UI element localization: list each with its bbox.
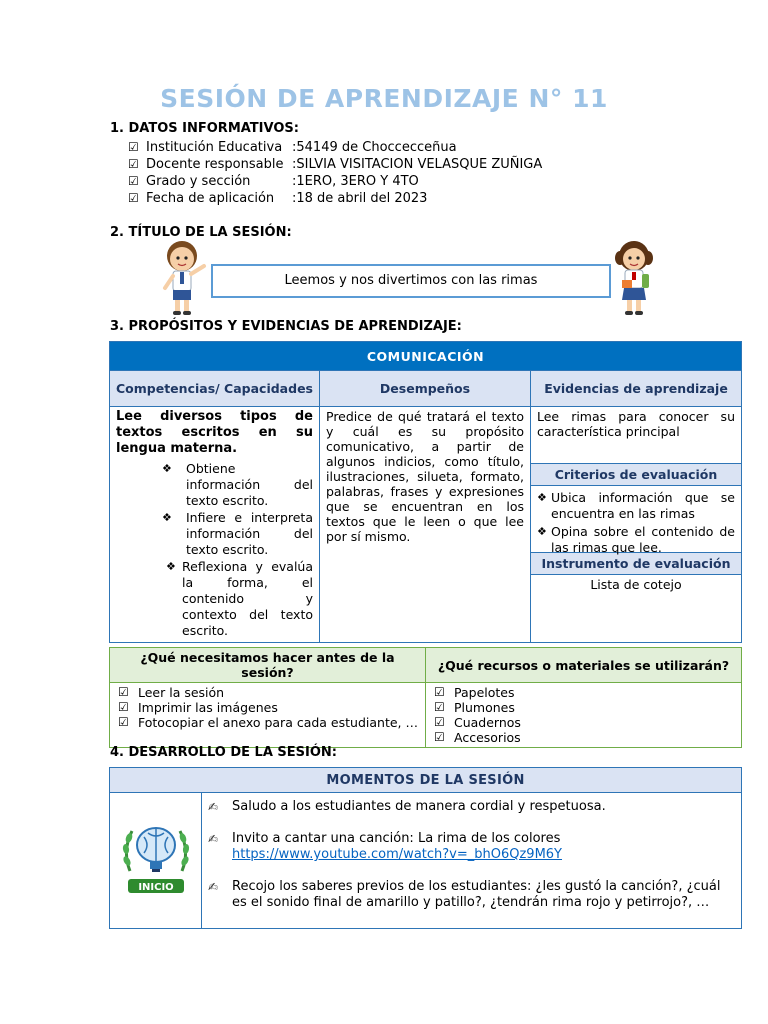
section-propositos-heading: 3. PROPÓSITOS Y EVIDENCIAS DE APRENDIZAJE: — [110, 319, 462, 334]
checkbox-icon: ☑ — [118, 685, 129, 699]
competencias-cell — [110, 407, 320, 643]
col-evidencias: Evidencias de aprendizaje — [531, 371, 742, 407]
girl-illustration — [612, 236, 656, 320]
song-link[interactable]: https://www.youtube.com/watch?v=_bhO6Qz9M6Y — [232, 847, 563, 862]
info-label: Grado y sección — [146, 174, 251, 189]
checkbox-icon: ☑ — [434, 685, 445, 699]
competencia-text: Lee diversos tipos de textos escritos en su lengua materna. — [116, 409, 313, 456]
recurso-item: ☑ Cuadernos — [434, 715, 521, 730]
checkbox-icon: ☑ — [128, 157, 139, 171]
propositos-table — [109, 341, 742, 643]
info-value: :54149 de Choccecceñua — [292, 140, 457, 155]
criterio-item: ❖ Opina sobre el contenido de las rimas que lee. — [537, 524, 735, 555]
momentos-header: MOMENTOS DE LA SESIÓN — [110, 768, 742, 793]
checkbox-icon: ☑ — [434, 700, 445, 714]
area-header: COMUNICACIÓN — [110, 342, 742, 371]
momentos-content — [202, 793, 742, 929]
section-titulo-heading: 2. TÍTULO DE LA SESIÓN: — [110, 225, 292, 240]
antes-item: ☑ Leer la sesión — [118, 685, 225, 700]
checkbox-icon: ☑ — [128, 140, 139, 154]
info-value: :SILVIA VISITACION VELASQUE ZUÑIGA — [292, 157, 543, 172]
capacidad-item: ❖ Infiere e interpreta información del texto escrito. — [162, 510, 313, 557]
checkbox-icon: ☑ — [128, 191, 139, 205]
recurso-item: ☑ Accesorios — [434, 730, 521, 745]
info-label: Docente responsable — [146, 157, 284, 172]
instrumento-header: Instrumento de evaluación — [531, 552, 741, 575]
checkbox-icon: ☑ — [118, 700, 129, 714]
momento-cancion: ✍ Invito a cantar una canción: La rima de los colores https://www.youtube.com/watch?v=_bhO6Qz9M6Y — [208, 831, 563, 862]
writing-hand-icon: ✍ — [208, 880, 219, 894]
capacidad-item: ❖ Obtiene información del texto escrito. — [162, 461, 313, 508]
antes-header: ¿Qué necesitamos hacer antes de la sesión? — [110, 648, 426, 683]
info-label: Institución Educativa — [146, 140, 283, 155]
col-competencias: Competencias/ Capacidades — [110, 371, 320, 407]
capacidad-item: ❖ Reflexiona y evalúa la forma, el contenido y contexto del texto escrito. — [166, 559, 313, 638]
diamond-bullet-icon: ❖ — [166, 560, 176, 573]
col-desempenos: Desempeños — [320, 371, 531, 407]
info-value: :1ERO, 3ERO Y 4TO — [292, 174, 419, 189]
inicio-brain-logo — [120, 817, 192, 899]
checkbox-icon: ☑ — [128, 174, 139, 188]
criterios-list — [531, 486, 741, 555]
diamond-bullet-icon: ❖ — [537, 491, 547, 504]
recursos-header: ¿Qué recursos o materiales se utilizarán? — [426, 648, 742, 683]
recurso-item: ☑ Plumones — [434, 700, 515, 715]
diamond-bullet-icon: ❖ — [162, 462, 172, 475]
diamond-bullet-icon: ❖ — [162, 511, 172, 524]
antes-item: ☑ Fotocopiar el anexo para cada estudiante, … — [118, 715, 418, 730]
recurso-item: ☑ Papelotes — [434, 685, 515, 700]
momento-saludo: ✍ Saludo a los estudiantes de manera cordial y respetuosa. — [208, 799, 606, 814]
section-desarrollo-heading: 4. DESARROLLO DE LA SESIÓN: — [110, 745, 337, 760]
evidencias-cell — [531, 407, 742, 643]
antes-item: ☑ Imprimir las imágenes — [118, 700, 278, 715]
section-datos-heading: 1. DATOS INFORMATIVOS: — [110, 121, 299, 136]
info-label: Fecha de aplicación — [146, 191, 275, 206]
inicio-cell — [110, 793, 202, 929]
criterios-header: Criterios de evaluación — [531, 463, 741, 486]
criterio-item: ❖ Ubica información que se encuentra en las rimas — [537, 490, 735, 521]
boy-illustration — [160, 236, 210, 320]
momento-saberes: ✍ Recojo los saberes previos de los estudiantes: ¿les gustó la canción?, ¿cuál es el sonido final de amarillo y patillo?, ¿tendrán rima rojo y petirrojo?, … — [208, 879, 721, 910]
desarrollo-table — [109, 767, 742, 929]
desempeno-cell: Predice de qué tratará el texto y cuál es su propósito comunicativo, a partir de algunos indicios, como título, ilustraciones, silueta, formato, palabras, frases y expresiones que se encuentran en los textos que le leen o que lee por sí mismo. — [320, 407, 531, 643]
antes-list — [110, 683, 426, 748]
session-title-box: Leemos y nos divertimos con las rimas — [211, 264, 611, 298]
diamond-bullet-icon: ❖ — [537, 525, 547, 538]
evidencia-text: Lee rimas para conocer su característica principal — [537, 409, 735, 439]
checkbox-icon: ☑ — [118, 715, 129, 729]
info-value: :18 de abril del 2023 — [292, 191, 428, 206]
preparacion-table — [109, 647, 742, 748]
inicio-label: INICIO — [137, 882, 174, 893]
recursos-list — [426, 683, 742, 748]
writing-hand-icon: ✍ — [208, 832, 219, 846]
checkbox-icon: ☑ — [434, 715, 445, 729]
instrumento-value: Lista de cotejo — [590, 577, 682, 592]
checkbox-icon: ☑ — [434, 730, 445, 744]
page-title: SESIÓN DE APRENDIZAJE N° 11 — [160, 84, 608, 113]
writing-hand-icon: ✍ — [208, 800, 219, 814]
